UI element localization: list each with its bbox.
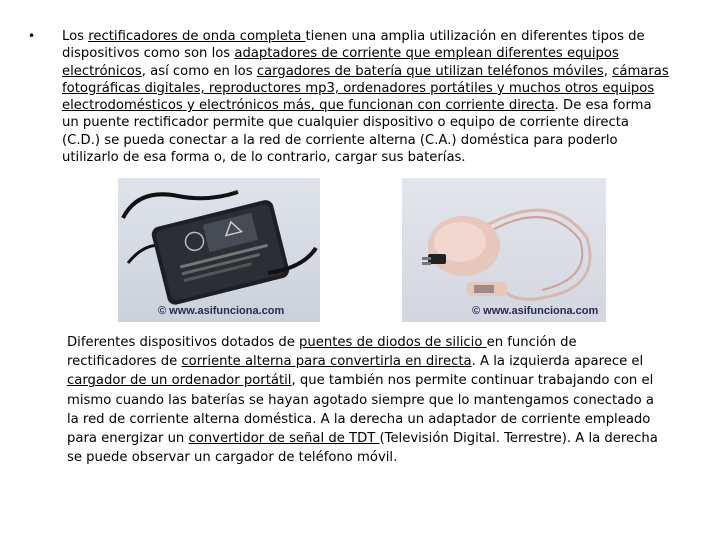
link-convertidor-tdt[interactable]: convertidor de señal de TDT (188, 431, 380, 447)
intro-paragraph (40, 28, 670, 166)
para-text-3: , así como en los (141, 63, 257, 79)
laptop-charger-icon (118, 178, 320, 322)
para-text-1: Los (62, 29, 89, 44)
para-text-2: tienen una amplia utilización en diferentes tipos de dispositivos como son los (62, 29, 645, 62)
figure-caption (67, 333, 667, 467)
link-corriente-alterna[interactable]: corriente alterna para convertirla en directa (181, 354, 472, 370)
para-text-4: , (603, 63, 613, 79)
bullet-icon: • (28, 29, 36, 43)
watermark-left: © www.asifunciona.com (158, 305, 285, 317)
phone-charger-photo (402, 178, 606, 322)
link-puentes-diodos[interactable]: puentes de diodos de silicio (299, 335, 487, 350)
link-cargadores[interactable]: cargadores de batería que utilizan teléfonos móviles (256, 63, 604, 79)
laptop-charger-photo (118, 178, 320, 322)
caption-text-4: , que también nos permite continuar trabajando con el mismo cuando las baterías se hayan agotado siempre que lo mantengamos conectado a la red de corriente alterna doméstica. A la derecha un adaptador de corriente empleado para energizar un (67, 373, 655, 447)
link-cargador-portatil[interactable]: cargador de un ordenador portátil (67, 373, 292, 389)
intro-paragraph-block (28, 28, 670, 166)
caption-text-3: . A la izquierda aparece el (471, 354, 644, 370)
caption-text-1: Diferentes dispositivos dotados de (67, 335, 300, 350)
link-adaptadores[interactable]: adaptadores de corriente que emplean diferentes equipos electrónicos (62, 46, 619, 79)
caption-text-2: en función de rectificadores de (67, 335, 577, 370)
link-camaras[interactable]: cámaras fotográficas digitales, reproductores mp3, ordenadores portátiles y muchos otros equipos electrodomésticos y electrónicos más, que funcionan con corriente directa (62, 63, 669, 114)
para-text-5: . De esa forma un puente rectificador permite que cualquier dispositivo o equipo de corriente directa (C.D.) se pueda conectar a la red de corriente alterna (C.A.) doméstica para poderlo utilizarlo de esa forma o, de lo contrario, cargar sus baterías. (62, 98, 652, 166)
phone-charger-icon (402, 178, 606, 322)
caption-text-5: (Televisión Digital. Terrestre). A la derecha se puede observar un cargador de teléfono móvil. (67, 431, 658, 466)
watermark-right: © www.asifunciona.com (472, 305, 599, 317)
link-rectificadores[interactable]: rectificadores de onda completa (88, 29, 306, 44)
